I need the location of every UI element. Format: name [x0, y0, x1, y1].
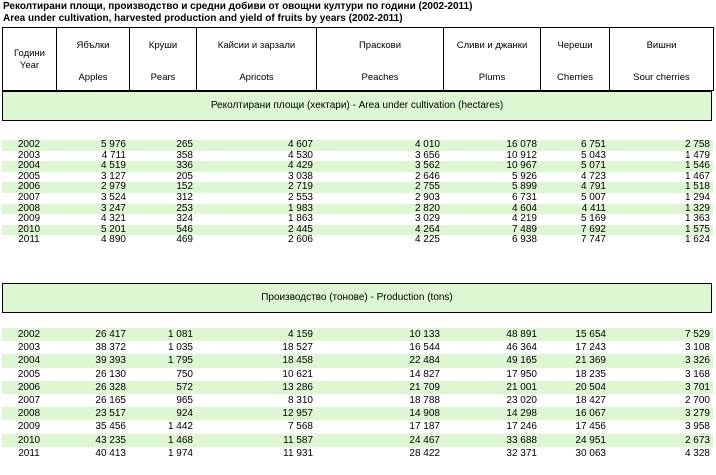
header-cherries [541, 28, 610, 91]
header-label-bg: Ябълки [76, 40, 110, 51]
row-value: 17 456 [575, 421, 606, 433]
row-value: 4 264 [316, 225, 443, 236]
header-apples [57, 28, 130, 91]
table-row [2, 214, 713, 225]
row-value: 4 411 [540, 204, 609, 215]
header-label-bg: Круши [148, 40, 178, 51]
row-value: 572 [129, 381, 196, 394]
row-value: 46 364 [506, 342, 537, 354]
row-value: 5 169 [580, 214, 606, 225]
row-year: 2011 [18, 447, 40, 459]
table-row [2, 447, 713, 460]
row-value: 1 442 [167, 421, 193, 433]
header-sour-cherries [610, 28, 714, 91]
row-value: 40 413 [95, 447, 126, 459]
row-value: 1 624 [684, 235, 710, 246]
row-value: 750 [176, 368, 193, 380]
row-value: 21 001 [443, 381, 540, 394]
row-year: 2002 [2, 328, 56, 341]
row-value: 17 187 [409, 421, 440, 433]
row-value: 10 967 [443, 161, 540, 172]
row-value: 3 562 [316, 161, 443, 172]
header-label-en: Cherries [557, 72, 593, 83]
row-value: 3 127 [100, 171, 126, 182]
row-value: 6 731 [511, 192, 537, 203]
row-value: 3 701 [609, 381, 713, 394]
row-value: 17 243 [575, 342, 606, 354]
row-value: 5 043 [580, 150, 606, 161]
row-value: 33 688 [443, 434, 540, 447]
row-year: 2007 [17, 192, 41, 203]
header-label-en: Plums [478, 72, 506, 83]
row-value: 16 544 [409, 342, 440, 354]
section-label-area: Реколтирани площи (хектари) - Area under cultivation (hectares) [2, 91, 712, 121]
header-year-bg: Години [14, 48, 45, 59]
row-value: 4 321 [100, 214, 126, 225]
row-value: 3 029 [414, 214, 440, 225]
row-value: 6 938 [511, 235, 537, 246]
row-value: 35 456 [95, 421, 126, 433]
row-value: 324 [176, 214, 193, 225]
table-row [2, 354, 713, 367]
row-year: 2005 [17, 171, 41, 182]
row-value: 1 518 [609, 182, 713, 193]
row-value: 4 225 [414, 235, 440, 246]
row-value: 4 429 [196, 161, 316, 172]
header-label-en: Pears [150, 72, 176, 83]
row-value: 26 130 [95, 368, 126, 380]
header-label-bg: Праскови [358, 40, 402, 51]
row-year: 2011 [18, 235, 40, 246]
area-table [2, 140, 713, 246]
row-value: 312 [176, 192, 193, 203]
row-value: 4 159 [196, 328, 316, 341]
row-value: 13 286 [196, 381, 316, 394]
header-label-en: Sour cherries [633, 72, 690, 83]
row-value: 4 791 [540, 182, 609, 193]
row-value: 4 890 [100, 235, 126, 246]
row-value: 18 427 [575, 395, 606, 407]
table-row [2, 151, 713, 162]
row-value: 1 329 [609, 204, 713, 215]
row-value: 1 081 [129, 328, 196, 341]
row-value: 1 479 [684, 150, 710, 161]
row-value: 3 958 [684, 421, 710, 433]
row-value: 3 326 [609, 354, 713, 367]
row-value: 546 [129, 225, 196, 236]
row-year: 2006 [2, 182, 56, 193]
row-value: 6 751 [540, 140, 609, 151]
row-value: 18 235 [575, 368, 606, 380]
row-value: 265 [129, 140, 196, 151]
header-label-en: Apples [78, 72, 108, 83]
row-value: 2 673 [609, 434, 713, 447]
row-value: 10 912 [506, 150, 537, 161]
row-value: 3 247 [56, 204, 129, 215]
row-year: 2007 [17, 395, 41, 407]
row-value: 7 529 [609, 328, 713, 341]
row-value: 965 [176, 395, 193, 407]
row-value: 18 458 [196, 354, 316, 367]
header-year [3, 28, 57, 91]
header-label-bg: Сливи и джанки [456, 40, 528, 51]
table-row [2, 394, 713, 407]
table-row [2, 140, 713, 151]
row-value: 5 926 [511, 171, 537, 182]
row-value: 15 654 [540, 328, 609, 341]
table-row [2, 368, 713, 381]
row-value: 14 908 [316, 407, 443, 420]
row-value: 2 979 [56, 182, 129, 193]
row-value: 1 294 [684, 192, 710, 203]
row-value: 17 950 [506, 368, 537, 380]
row-value: 358 [176, 150, 193, 161]
row-value: 336 [129, 161, 196, 172]
row-value: 2 606 [287, 235, 313, 246]
row-value: 28 422 [409, 447, 440, 459]
row-value: 1 974 [167, 447, 193, 459]
header-label-en: Apricots [239, 72, 274, 83]
title-en: Area under cultivation, harvested production and yield of fruits by years (2002-2011) [3, 13, 403, 24]
table-row [2, 182, 713, 193]
row-value: 5 201 [56, 225, 129, 236]
row-value: 5 007 [580, 192, 606, 203]
header-apricots [197, 28, 317, 91]
row-value: 14 298 [443, 407, 540, 420]
row-value: 32 371 [506, 447, 537, 459]
row-year: 2009 [17, 214, 41, 225]
row-value: 18 527 [282, 342, 313, 354]
row-year: 2006 [2, 381, 56, 394]
row-value: 5 976 [56, 140, 129, 151]
row-value: 17 246 [506, 421, 537, 433]
row-value: 205 [176, 171, 193, 182]
row-year: 2004 [2, 354, 56, 367]
row-year: 2003 [17, 342, 41, 354]
table-row [2, 235, 713, 246]
row-value: 3 524 [100, 192, 126, 203]
row-value: 7 568 [287, 421, 313, 433]
table-row [2, 341, 713, 354]
row-value: 469 [176, 235, 193, 246]
row-value: 1 863 [287, 214, 313, 225]
row-year: 2009 [17, 421, 41, 433]
row-value: 14 827 [409, 368, 440, 380]
row-value: 21 369 [540, 354, 609, 367]
row-value: 1 795 [129, 354, 196, 367]
row-value: 39 393 [56, 354, 129, 367]
header-table [2, 27, 714, 91]
row-value: 8 310 [287, 395, 313, 407]
row-value: 43 235 [56, 434, 129, 447]
row-value: 12 957 [196, 407, 316, 420]
header-label-bg: Кайсии и зарзали [217, 40, 296, 51]
row-year: 2010 [2, 434, 56, 447]
row-value: 2 820 [316, 204, 443, 215]
row-value: 22 484 [316, 354, 443, 367]
row-value: 20 504 [540, 381, 609, 394]
row-value: 48 891 [443, 328, 540, 341]
row-value: 4 607 [196, 140, 316, 151]
row-value: 924 [129, 407, 196, 420]
header-label-en: Peaches [361, 72, 399, 83]
row-value: 2 903 [414, 192, 440, 203]
row-year: 2005 [17, 368, 41, 380]
row-year: 2008 [2, 407, 56, 420]
production-table [2, 328, 713, 460]
row-value: 152 [129, 182, 196, 193]
row-value: 38 372 [95, 342, 126, 354]
row-value: 3 168 [684, 368, 710, 380]
row-value: 10 621 [282, 368, 313, 380]
row-value: 30 063 [575, 447, 606, 459]
row-value: 16 078 [443, 140, 540, 151]
row-value: 3 279 [609, 407, 713, 420]
row-value: 2 755 [316, 182, 443, 193]
row-value: 2 719 [196, 182, 316, 193]
row-value: 49 165 [443, 354, 540, 367]
table-row [2, 204, 713, 215]
row-value: 4 604 [443, 204, 540, 215]
row-value: 2 445 [196, 225, 316, 236]
row-value: 7 747 [580, 235, 606, 246]
row-value: 5 071 [540, 161, 609, 172]
row-year: 2002 [2, 140, 56, 151]
row-value: 3 108 [684, 342, 710, 354]
header-year-en: Year [19, 60, 40, 71]
row-value: 11 587 [196, 434, 316, 447]
table-row [2, 193, 713, 204]
row-value: 1 467 [684, 171, 710, 182]
row-value: 3 656 [414, 150, 440, 161]
row-value: 2 758 [609, 140, 713, 151]
table-row [2, 225, 713, 236]
row-value: 26 417 [56, 328, 129, 341]
row-value: 7 489 [443, 225, 540, 236]
header-plums [444, 28, 541, 91]
title-bg: Реколтирани площи, производство и средни добиви от овощни култури по години (2002-2011) [3, 1, 473, 12]
row-value: 16 067 [540, 407, 609, 420]
row-value: 4 519 [56, 161, 129, 172]
row-value: 11 931 [283, 447, 313, 459]
row-value: 4 328 [684, 447, 710, 459]
row-value: 24 467 [316, 434, 443, 447]
table-row [2, 420, 713, 433]
row-value: 1 363 [684, 214, 710, 225]
table-row [2, 434, 713, 447]
row-year: 2008 [2, 204, 56, 215]
row-value: 26 328 [56, 381, 129, 394]
row-value: 1 035 [167, 342, 193, 354]
table-row [2, 381, 713, 394]
header-pears [130, 28, 197, 91]
table-row [2, 328, 713, 341]
header-peaches [317, 28, 444, 91]
row-value: 23 020 [506, 395, 537, 407]
row-value: 1 546 [609, 161, 713, 172]
row-value: 5 899 [443, 182, 540, 193]
table-row [2, 407, 713, 420]
row-value: 23 517 [56, 407, 129, 420]
table-row [2, 172, 713, 183]
table-row [2, 161, 713, 172]
row-value: 10 133 [316, 328, 443, 341]
row-value: 1 468 [129, 434, 196, 447]
row-value: 4 723 [580, 171, 606, 182]
row-value: 18 788 [409, 395, 440, 407]
row-value: 2 646 [414, 171, 440, 182]
row-year: 2003 [17, 150, 41, 161]
row-value: 1 575 [609, 225, 713, 236]
row-value: 253 [129, 204, 196, 215]
row-value: 4 530 [287, 150, 313, 161]
row-value: 2 553 [287, 192, 313, 203]
row-value: 3 038 [287, 171, 313, 182]
row-value: 26 165 [95, 395, 126, 407]
header-label-bg: Череши [557, 40, 593, 51]
row-value: 21 709 [316, 381, 443, 394]
row-year: 2010 [2, 225, 56, 236]
row-value: 4 711 [101, 150, 126, 161]
row-value: 4 219 [511, 214, 537, 225]
row-value: 2 700 [684, 395, 710, 407]
header-label-bg: Вишни [646, 40, 677, 51]
row-value: 4 010 [316, 140, 443, 151]
row-value: 1 983 [196, 204, 316, 215]
row-value: 24 951 [540, 434, 609, 447]
section-label-production: Производство (тонове) - Production (tons) [2, 283, 712, 313]
row-year: 2004 [2, 161, 56, 172]
row-value: 7 692 [540, 225, 609, 236]
